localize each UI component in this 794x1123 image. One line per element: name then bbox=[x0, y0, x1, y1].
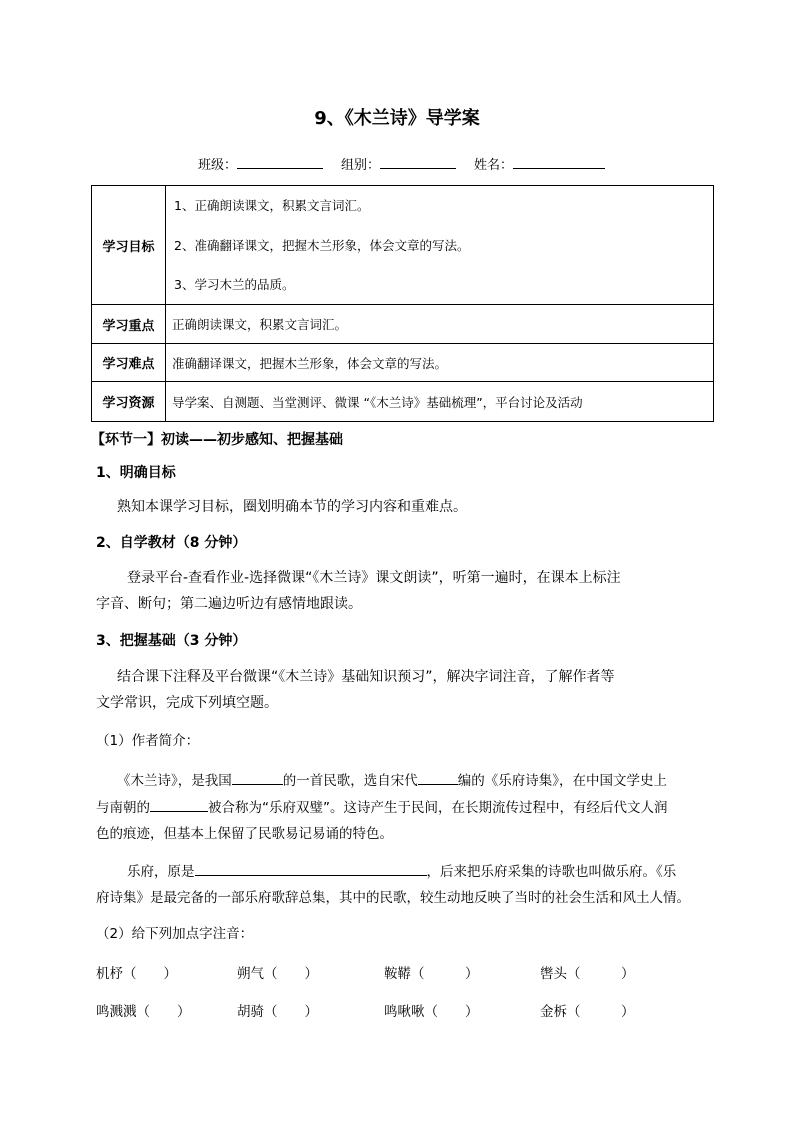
name-label: 姓名： bbox=[474, 158, 514, 173]
difficulty-row bbox=[92, 344, 714, 382]
pinyin-item[interactable]: 辔头（ ） bbox=[540, 966, 635, 982]
pinyin-item[interactable]: 鞍鞯（ ） bbox=[384, 966, 479, 982]
difficulty-value: 准确翻译课文，把握木兰形象，体会文章的写法。 bbox=[166, 344, 714, 382]
goals-cell bbox=[166, 186, 714, 305]
fill-blank[interactable] bbox=[418, 771, 458, 785]
goals-label: 学习目标 bbox=[92, 186, 166, 305]
step3-text-line2: 文学常识，完成下列填空题。 bbox=[96, 695, 278, 711]
yuefu-paragraph-line2: 府诗集》是最完备的一部乐府歌辞总集，其中的民歌，较生动地反映了当时的社会生活和风土人情。 bbox=[96, 890, 690, 906]
focus-row bbox=[92, 305, 714, 344]
goal-item: 1、正确朗读课文，积累文言词汇。 bbox=[174, 198, 370, 213]
author-paragraph-line1: 《木兰诗》，是我国 的一首民歌，选自宋代 编的《乐府诗集》，在中国文学史上 bbox=[117, 773, 667, 789]
author-paragraph-line3: 色的痕迹，但基本上保留了民歌易记易诵的特色。 bbox=[96, 826, 393, 842]
focus-value: 正确朗读课文，积累文言词汇。 bbox=[166, 305, 714, 344]
focus-label: 学习重点 bbox=[92, 305, 166, 344]
author-paragraph-line2: 与南朝的 被合称为“乐府双璧”。这诗产生于民间，在长期流传过程中，有经后代文人润 bbox=[96, 800, 668, 816]
difficulty-label: 学习难点 bbox=[92, 344, 166, 382]
class-label: 班级： bbox=[198, 158, 238, 173]
step2-heading: 2、自学教材（8 分钟） bbox=[96, 535, 247, 551]
name-blank[interactable] bbox=[513, 156, 605, 169]
goal-item: 2、准确翻译课文，把握木兰形象，体会文章的写法。 bbox=[174, 238, 470, 253]
pinyin-item[interactable]: 鸣啾啾（ ） bbox=[384, 1004, 479, 1020]
fill-blank[interactable] bbox=[150, 798, 208, 812]
pinyin-item[interactable]: 朔气（ ） bbox=[237, 966, 318, 982]
pinyin-item[interactable]: 胡骑（ ） bbox=[237, 1004, 318, 1020]
section-heading: 【环节一】初读——初步感知、把握基础 bbox=[91, 432, 343, 448]
pinyin-item[interactable]: 鸣溅溅（ ） bbox=[96, 1004, 191, 1020]
pinyin-heading: （2）给下列加点字注音： bbox=[96, 926, 254, 942]
step2-text-line1: 登录平台-查看作业-选择微课“《木兰诗》课文朗读”，听第一遍时，在课本上标注 bbox=[127, 570, 621, 586]
group-label: 组别： bbox=[341, 158, 381, 173]
learning-objectives-table bbox=[91, 185, 714, 422]
pinyin-item[interactable]: 金柝（ ） bbox=[540, 1004, 635, 1020]
step1-text: 熟知本课学习目标，圈划明确本节的学习内容和重难点。 bbox=[117, 499, 467, 515]
group-blank[interactable] bbox=[380, 156, 456, 169]
fill-blank[interactable] bbox=[195, 862, 427, 876]
step1-heading: 1、明确目标 bbox=[96, 465, 176, 481]
resources-label: 学习资源 bbox=[92, 382, 166, 422]
resources-row bbox=[92, 382, 714, 422]
yuefu-paragraph-line1: 乐府，原是 ，后来把乐府采集的诗歌也叫做乐府。《乐 bbox=[127, 864, 677, 880]
step2-text-line2: 字音、断句；第二遍边听边有感情地跟读。 bbox=[96, 596, 362, 612]
student-info-line bbox=[198, 154, 605, 173]
author-heading: （1）作者简介： bbox=[96, 733, 200, 749]
goal-item: 3、学习木兰的品质。 bbox=[174, 277, 295, 292]
page-title: 9、《木兰诗》导学案 bbox=[314, 108, 480, 129]
pinyin-item[interactable]: 机杼（ ） bbox=[96, 966, 177, 982]
fill-blank[interactable] bbox=[232, 771, 283, 785]
resources-value: 导学案、自测题、当堂测评、微课 “《木兰诗》基础梳理”，平台讨论及活动 bbox=[166, 382, 714, 422]
step3-text-line1: 结合课下注释及平台微课“《木兰诗》基础知识预习”，解决字词注音，了解作者等 bbox=[117, 669, 615, 685]
step3-heading: 3、把握基础（3 分钟） bbox=[96, 633, 247, 649]
goals-row bbox=[92, 186, 714, 305]
class-blank[interactable] bbox=[237, 156, 323, 169]
